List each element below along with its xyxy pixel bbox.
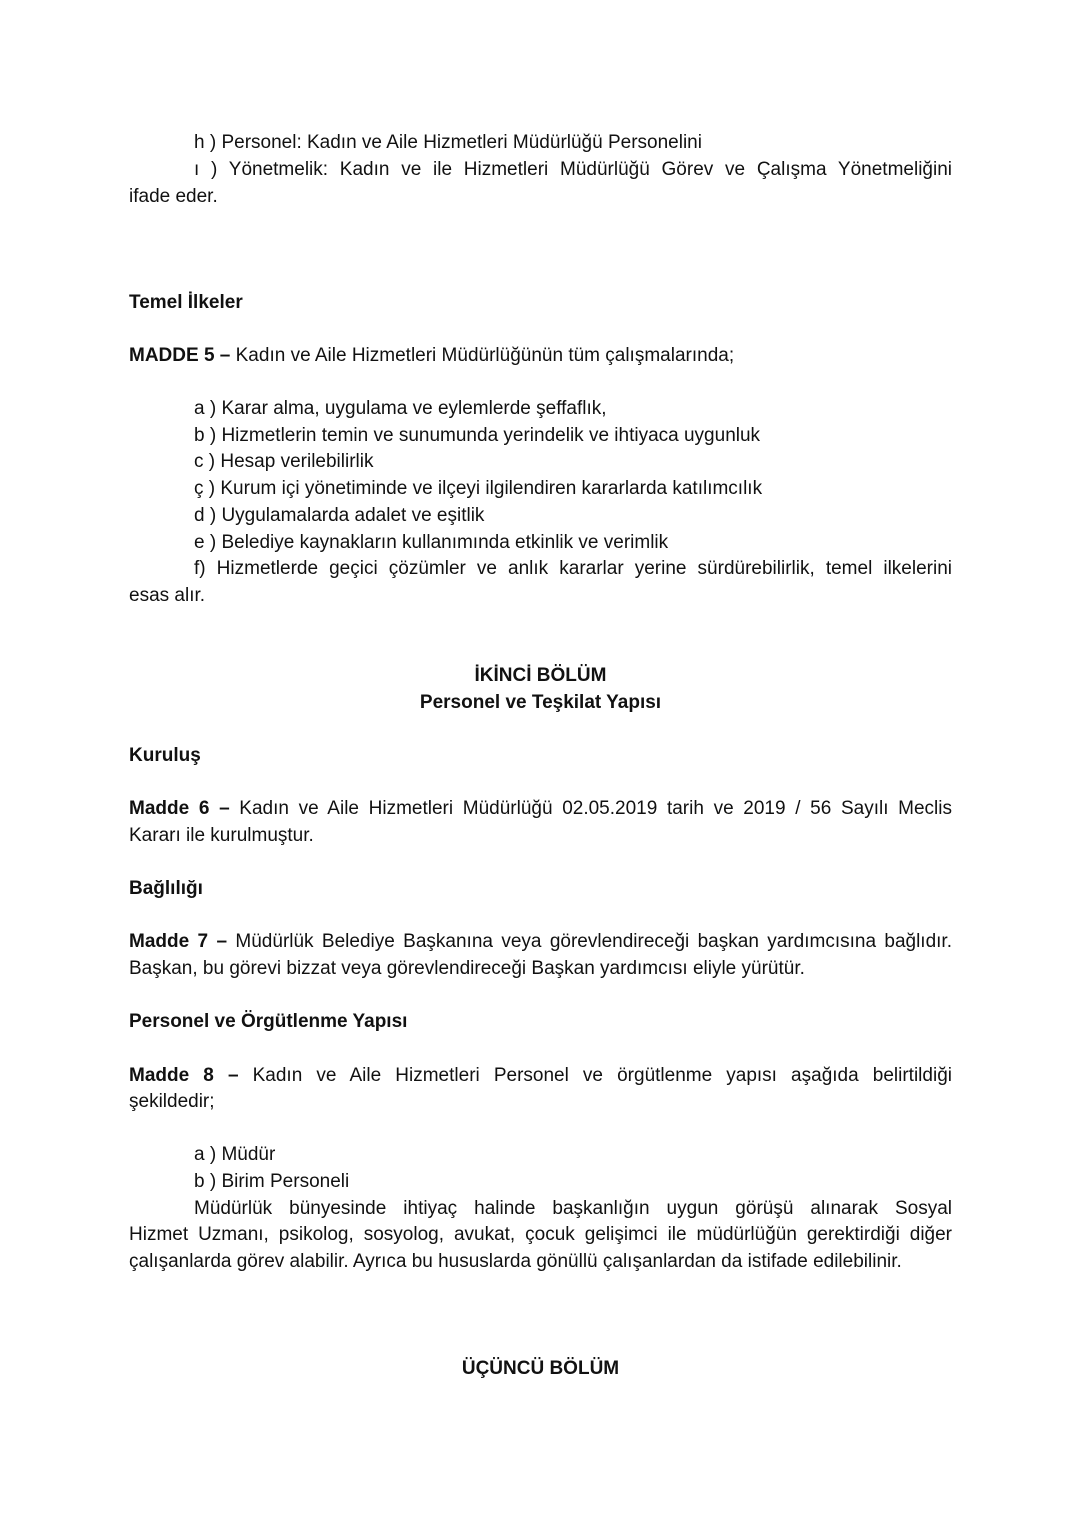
list-item: b ) Hizmetlerin temin ve sunumunda yerindelik ve ihtiyaca uygunluk [194,425,761,446]
heading-kurulus: Kuruluş [129,745,201,766]
madde-7 [129,928,952,955]
heading-temel-ilkeler: Temel İlkeler [129,292,243,313]
heading-orgutlenme: Personel ve Örgütlenme Yapısı [129,1011,408,1032]
list-item: e ) Belediye kaynakların kullanımında etkinlik ve verimlik [194,532,669,553]
definition-i: ı ) Yönetmelik: Kadın ve ile Hizmetleri Müdürlüğü Görev ve Çalışma Yönetmeliğini [194,159,952,180]
madde-7-text: Müdürlük Belediye Başkanına veya görevlendireceği başkan yardımcısına bağlıdır. [227,931,952,952]
paragraph-line: çalışanlarda görev alabilir. Ayrıca bu hususlarda gönüllü çalışanlardan da istifade edilebilinir. [129,1251,902,1272]
definition-closing: ifade eder. [129,186,218,207]
chapter-subtitle: Personel ve Teşkilat Yapısı [419,692,662,713]
madde-6-continued: Kararı ile kurulmuştur. [129,825,314,846]
madde-6-text: Kadın ve Aile Hizmetleri Müdürlüğü 02.05.2019 tarih ve 2019 / 56 Sayılı Meclis [229,798,952,819]
list-item: ç ) Kurum içi yönetiminde ve ilçeyi ilgilendiren kararlarda katılımcılık [194,478,763,499]
madde-5-label: MADDE 5 – [129,345,231,366]
definition-h: h ) Personel: Kadın ve Aile Hizmetleri Müdürlüğü Personelini [194,132,702,153]
list-item: b ) Birim Personeli [194,1171,350,1192]
madde-6-label: Madde 6 – [129,798,230,819]
madde-8-continued: şekildedir; [129,1091,215,1112]
temel-ilkeler-closing: esas alır. [129,585,206,606]
madde-7-label: Madde 7 – [129,931,228,952]
list-item: f) Hizmetlerde geçici çözümler ve anlık kararlar yerine sürdürebilirlik, temel ilkelerini [194,558,952,579]
paragraph-line: Hizmet Uzmanı, psikolog, sosyolog, avukat, çocuk gelişimci ile müdürlüğün gerektirdiği diğer [129,1224,952,1245]
madde-6 [129,795,952,822]
madde-8 [129,1062,952,1089]
list-item: c ) Hesap verilebilirlik [194,451,374,472]
heading-bagliligi: Bağlılığı [129,878,203,899]
madde-8-text: Kadın ve Aile Hizmetleri Personel ve örgütlenme yapısı aşağıda belirtildiği [238,1065,952,1086]
list-item: a ) Müdür [194,1144,276,1165]
chapter-title-ucuncu: ÜÇÜNCÜ BÖLÜM [461,1358,620,1379]
madde-5-text: Kadın ve Aile Hizmetleri Müdürlüğünün tüm çalışmalarında; [230,345,735,366]
madde-8-label: Madde 8 – [129,1065,239,1086]
chapter-title-ikinci: İKİNCİ BÖLÜM [474,665,607,686]
madde-5 [129,342,952,369]
list-item: a ) Karar alma, uygulama ve eylemlerde şeffaflık, [194,398,607,419]
paragraph-line: Müdürlük bünyesinde ihtiyaç halinde başkanlığın uygun görüşü alınarak Sosyal [194,1198,952,1219]
madde-7-continued: Başkan, bu görevi bizzat veya görevlendireceği Başkan yardımcısı eliyle yürütür. [129,958,805,979]
list-item: d ) Uygulamalarda adalet ve eşitlik [194,505,485,526]
